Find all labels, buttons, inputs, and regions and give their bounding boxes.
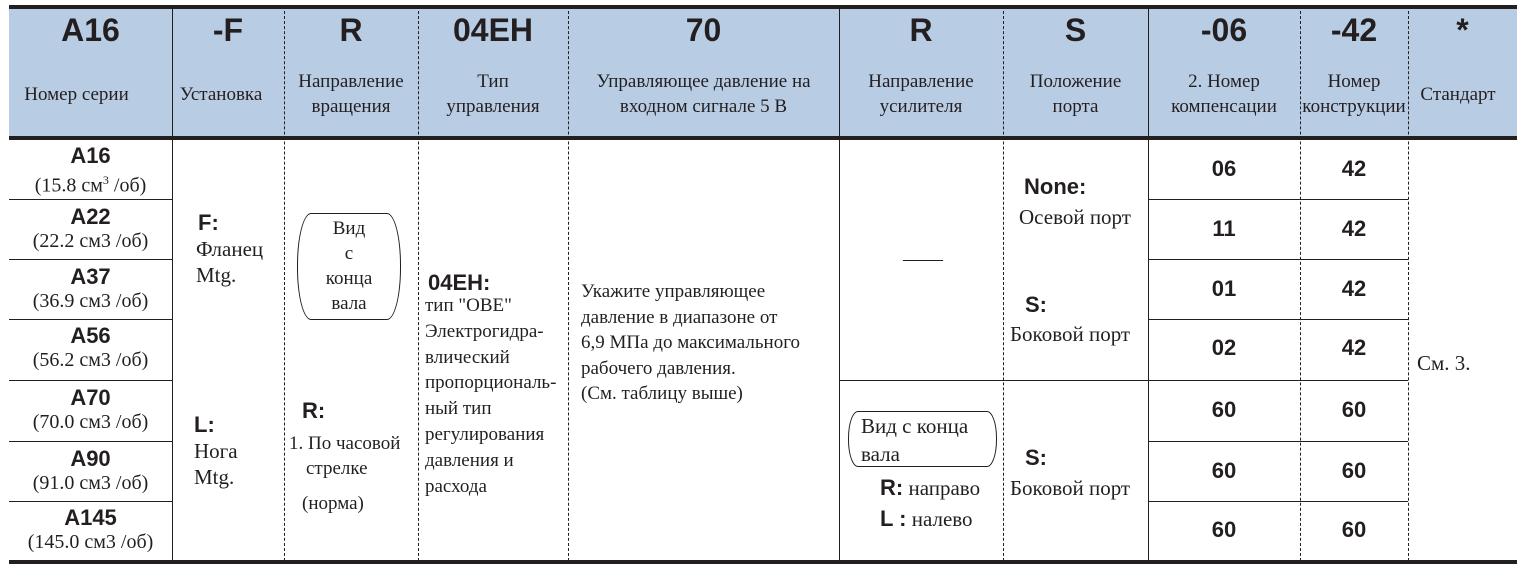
row-line [9, 319, 172, 320]
standard-text: См. 3. [1417, 351, 1471, 375]
port-none-code: None: [1024, 174, 1087, 199]
rotation-view: Вид с конца вала [325, 218, 373, 314]
pressure-text: Укажите управляющее давление в диапазоне от 6,9 МПа до максимального рабочего давления. (См. таблицу выше) [581, 281, 801, 404]
model-a16: A16 (15.8 $см^3$ /об) [34, 143, 147, 197]
model-a90: A90 (91.0 см3 /об) [32, 446, 149, 494]
comp-value: 60 [1211, 458, 1237, 483]
code-comp: -06 [1200, 12, 1248, 48]
amplifier-l: L : налево [880, 506, 973, 531]
mounting-f-code: F: [198, 210, 219, 235]
port-s-text: Боковой порт [1010, 322, 1131, 346]
design-value: 60 [1341, 517, 1367, 542]
amplifier-r: R: направо [880, 475, 981, 500]
top-rule [9, 5, 1517, 9]
design-value: 60 [1341, 458, 1367, 483]
amplifier-view: Вид с конца вала [861, 414, 969, 466]
code-mounting: -F [212, 12, 244, 48]
design-value: 60 [1341, 397, 1367, 422]
port-s-code: S: [1025, 292, 1047, 317]
row-line [9, 380, 172, 381]
code-port: S [1064, 12, 1087, 48]
rotation-r-text: 1. По часовой стрелке [289, 433, 401, 479]
code-design: -42 [1330, 12, 1378, 48]
control-text: тип "OBE" Электрогидра- влический пропорциональ- ный тип регулирования давления и расхода [425, 295, 557, 497]
code-pressure: 70 [685, 12, 722, 48]
label-comp-no: 2. Номер компенсации [1171, 71, 1277, 117]
amplifier-dash: —— [903, 248, 943, 270]
model-a22: A22 (22.2 см3 /об) [32, 204, 149, 252]
model-a145: A145 (145.0 см3 /об) [27, 505, 154, 553]
comp-value: 01 [1211, 276, 1237, 301]
label-series: Номер серии [24, 83, 129, 105]
label-rotation: Направление вращения [298, 71, 404, 117]
code-amplifier: R [909, 12, 933, 48]
port-s2-code: S: [1025, 445, 1047, 470]
row-line [9, 199, 172, 200]
comp-value: 06 [1211, 156, 1237, 181]
code-series: A16 [61, 12, 120, 48]
rotation-r-code: R: [302, 398, 326, 423]
label-mounting: Установка [179, 83, 263, 105]
label-control-type: Тип управления [446, 71, 540, 117]
code-rotation: R [339, 12, 363, 48]
port-none-text: Осевой порт [1019, 205, 1131, 229]
model-a37: A37 (36.9 см3 /об) [32, 264, 149, 312]
control-code: 04EH: [428, 270, 491, 295]
row-line [839, 380, 1148, 381]
row-line [9, 501, 172, 502]
mounting-f-text: Фланец Mtg. [196, 237, 264, 287]
comp-value: 60 [1211, 397, 1237, 422]
label-design-no: Номер конструкции [1302, 71, 1406, 117]
row-line [9, 441, 172, 442]
comp-value: 11 [1212, 216, 1236, 241]
label-control-pressure: Управляющее давление на входном сигнале 5 В [596, 71, 811, 117]
label-amplifier: Направление усилителя [868, 71, 974, 117]
port-s2-text: Боковой порт [1010, 476, 1131, 500]
comp-value: 60 [1211, 517, 1237, 542]
model-a56: A56 (56.2 см3 /об) [32, 323, 149, 371]
bottom-rule [9, 560, 1517, 564]
design-value: 42 [1341, 156, 1367, 181]
mounting-l-text: Нога Mtg. [194, 439, 238, 489]
code-control-type: 04EH [452, 12, 534, 48]
label-port-position: Положение порта [1029, 71, 1122, 117]
code-standard: * [1456, 12, 1469, 48]
row-line [9, 259, 172, 260]
design-value: 42 [1341, 335, 1367, 360]
rotation-norm: (норма) [302, 493, 364, 514]
comp-value: 02 [1211, 335, 1237, 360]
label-standard: Стандарт [1420, 83, 1496, 105]
mounting-l-code: L: [194, 412, 215, 437]
design-value: 42 [1341, 276, 1367, 301]
design-value: 42 [1341, 216, 1367, 241]
model-a70: A70 (70.0 см3 /об) [32, 385, 149, 433]
